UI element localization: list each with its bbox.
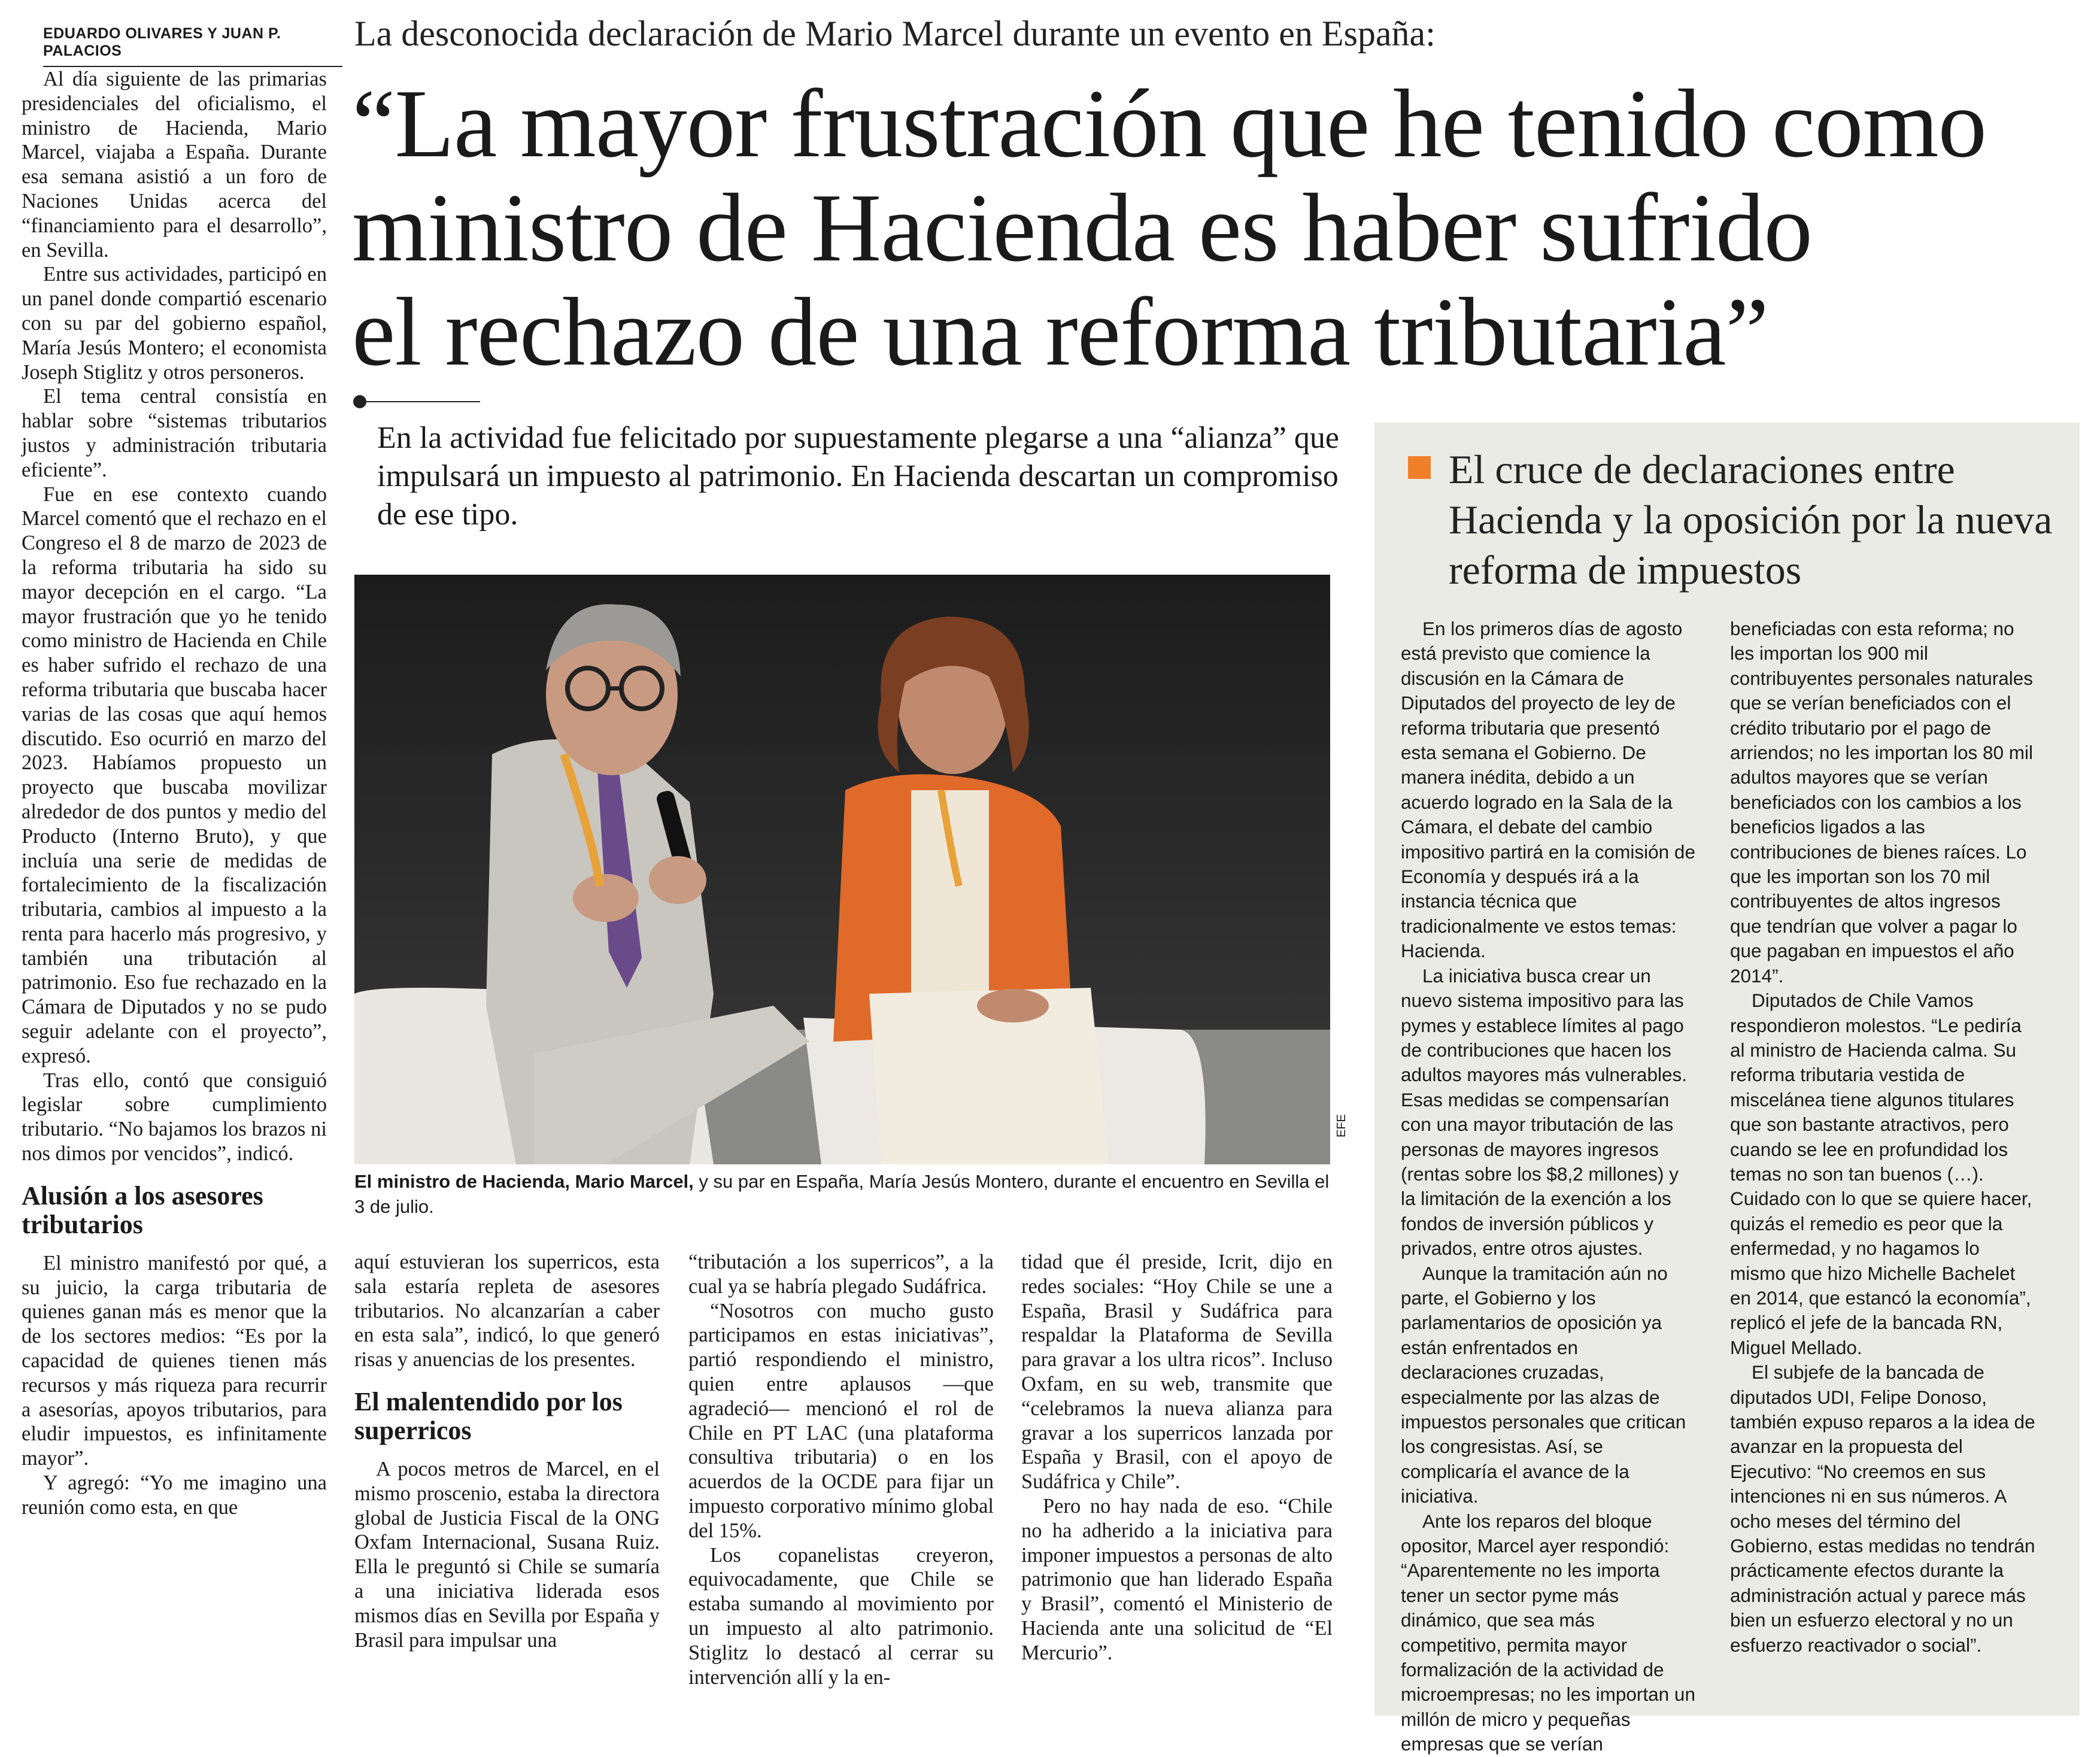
subhead: El malentendido por los superricos [354,1386,623,1445]
paragraph: “Nosotros con mucho gusto participamos en estas iniciativas”, partió respondiendo el ministro, quien entre aplausos —que agradeció— mencionó el rol de Chile en PT LAC (una plataforma consultiva tributaria) o en los acuerdos de la OCDE para fijar un impuesto corporativo mínimo global del 15%. [688,1299,994,1542]
deck: En la actividad fue felicitado por supuestamente plegarse a una “alianza” que impulsará un impuesto al patrimonio. En Hacienda descartan un compromiso de ese tipo. [377,421,1339,532]
photo-caption [354,1169,1342,1219]
photo-credit: EFE [1335,1114,1348,1137]
article-column-3 [688,1250,994,1689]
paragraph: Entre sus actividades, participó en un panel donde compartió escenario con su par del gobierno español, María Jesús Montero; el economista Joseph Stiglitz y otros personeros. [22,263,327,384]
kicker: La desconocida declaración de Mario Marcel durante un evento en España: [354,14,1436,53]
article-photo [354,575,1330,1164]
sidebar-title: El cruce de declaraciones entre Hacienda y la oposición por la nueva reforma de impuestos [1449,447,2053,593]
paragraph: Pero no hay nada de eso. “Chile no ha adherido a la iniciativa para imponer impuestos a personas de alto patrimonio que han liderado España y Brasil”, comentó el Ministerio de Hacienda ante una solicitud de “El Mercurio”. [1021,1494,1333,1664]
photo-illustration [354,575,1330,1164]
article-column-1 [22,67,327,1520]
sidebar-column-2 [1730,617,2035,1658]
paragraph: Los copanelistas creyeron, equivocadamente, que Chile se estaba sumando al movimiento por un impuesto al alto patrimonio. Stiglitz lo destacó al cerrar su intervención allí y la en- [688,1543,994,1689]
headline-line: ministro de Hacienda es haber sufrido [352,174,1812,282]
paragraph: aquí estuvieran los superricos, esta sala estaría repleta de asesores tributarios. No alcanzarían a caber en esta sala”, indicó, lo que generó risas y anuencias de los presentes. [354,1251,660,1371]
sidebar-marker-icon [1408,456,1431,479]
paragraph: El subjefe de la bancada de diputados UDI, Felipe Donoso, también expuso reparos a la idea de avanzar en la propuesta del Ejecutivo: “No creemos en sus intenciones ni en sus números. A ocho meses del término del Gobierno, estas medidas no tendrán prácticamente efectos durante la administración actual y parece más bien un esfuerzo electoral y no un esfuerzo reactivador o social”. [1730,1361,2035,1656]
subhead: Alusión a los asesores tributarios [22,1181,263,1239]
headline-line: el rechazo de una reforma tributaria” [352,278,1768,386]
deck-rule [366,401,480,402]
paragraph: “tributación a los superricos”, a la cual ya se habría plegado Sudáfrica. [688,1251,994,1298]
paragraph: El tema central consistía en hablar sobre “sistemas tributarios justos y administración tributaria eficiente”. [22,385,327,481]
paragraph: Diputados de Chile Vamos respondieron molestos. “Le pediría al ministro de Hacienda calma. Su reforma tributaria vestida de miscelánea tiene algunos titulares que son bastante atractivos, pero cuando se lee en profundidad los temas no son tan buenos (…). Cuidado con lo que se quiere hacer, quizás el remedio es peor que la enfermedad, y no hagamos lo mismo que hizo Michelle Bachelet en 2014, que estancó la economía”, replicó el jefe de la bancada RN, Miguel Mellado. [1730,990,2032,1358]
byline: EDUARDO OLIVARES Y JUAN P. PALACIOS [43,25,342,67]
sidebar-column-1 [1401,617,1698,1757]
article-column-4 [1021,1250,1333,1665]
paragraph: Ante los reparos del bloque opositor, Marcel ayer respondió: “Aparentemente no les importa tener un sector pyme más dinámico, que sea más competitivo, permita mayor formalización de la actividad de microempresas; no les importan un millón de micro y pequeñas empresas que se verían [1401,1510,1695,1755]
paragraph: Al día siguiente de las primarias presidenciales del oficialismo, el ministro de Hacienda, Mario Marcel, viajaba a España. Durante esa semana asistió a un foro de Naciones Unidas acerca del “financiamiento para el desarrollo”, en Sevilla. [22,68,327,262]
paragraph: Aunque la tramitación aún no parte, el Gobierno y los parlamentarios de oposición ya están enfrentados en declaraciones cruzadas, especialmente por las alzas de impuestos personales que critican los congresistas. Así, se complicaría el avance de la iniciativa. [1401,1262,1686,1507]
paragraph: tidad que él preside, Icrit, dijo en redes sociales: “Hoy Chile se une a España, Brasil y Sudáfrica para respaldar la Plataforma de Sevilla para gravar a los ultra ricos”. Incluso Oxfam, en su web, transmite que “celebramos la nueva alianza para gravar a los superricos lanzada por España y Brasil, con el apoyo de Sudáfrica y Chile”. [1021,1251,1333,1494]
paragraph: El ministro manifestó por qué, a su juicio, la carga tributaria de quienes ganan más es menor que la de los sectores medios: “Es por la capacidad de quienes tienen más recursos y más riqueza para recurrir a asesorías, apoyos tributarios, para eludir impuestos, es infinitamente mayor”. [22,1251,327,1470]
paragraph: A pocos metros de Marcel, en el mismo proscenio, estaba la directora global de Justicia Fiscal de la ONG Oxfam Internacional, Susana Ruiz. Ella le preguntó si Chile se sumaría a una iniciativa liderada esos mismos días en Sevilla por España y Brasil para impulsar una [354,1457,660,1652]
deck-bullet [353,395,366,408]
paragraph: beneficiadas con esta reforma; no les importan los 900 mil contribuyentes personales naturales que se verían beneficiados con el crédito tributario por el pago de arriendos; no les importan los 80 mil adultos mayores que se verían beneficiados con los cambios a los beneficios ligados a las contribuciones de bienes raíces. Lo que les importan son los 70 mil contribuyentes de altos ingresos que tendrían que volver a pagar lo que pagaban en impuestos el año 2014”. [1730,618,2034,987]
paragraph: Fue en ese contexto cuando Marcel comentó que el rechazo en el Congreso el 8 de marzo de 2023 de la reforma tributaria ha sido su mayor decepción en el cargo. “La mayor frustración que yo he tenido como ministro de Hacienda en Chile es haber sufrido el rechazo de una reforma tributaria que buscaba hacer varias de las cosas que aquí hemos discutido. Eso ocurrió en marzo del 2023. Habíamos propuesto un proyecto que buscaba movilizar alrededor de dos puntos y medio del Producto (Interno Bruto), y que incluía una serie de medidas de fortalecimiento de la fiscalización tributaria, cambios al impuesto a la renta para hacerlo más progresivo, y también una tributación al patrimonio. Eso fue rechazado en la Cámara de Diputados y no se pudo seguir adelante con el proyecto”, expresó. [22,483,327,1067]
article-column-2 [354,1250,660,1652]
caption-text: y su par en España, María Jesús Montero, durante el encuentro en Sevilla el 3 de julio. [354,1171,1330,1217]
caption-lead: El ministro de Hacienda, Mario Marcel, [354,1171,694,1192]
headline [352,72,2088,384]
paragraph: En los primeros días de agosto está previsto que comience la discusión en la Cámara de Diputados del proyecto de ley de reforma tributaria que presentó esta semana el Gobierno. De manera inédita, debido a un acuerdo logrado en la Sala de la Cámara, el debate del cambio impositivo partirá en la comisión de Economía y después irá a la instancia técnica que tradicionalmente ve estos temas: Hacienda. [1401,618,1695,962]
paragraph: Y agregó: “Yo me imagino una reunión como esta, en que [22,1471,327,1519]
paragraph: Tras ello, contó que consiguió legislar sobre cumplimiento tributario. “No bajamos los brazos ni nos dimos por vencidos”, indicó. [22,1069,327,1166]
headline-line: “La mayor frustración que he tenido como [352,70,1986,178]
paragraph: La iniciativa busca crear un nuevo sistema impositivo para las pymes y establece límites al pago de contribuciones que hacen los adultos mayores más vulnerables. Esas medidas se compensarían con una mayor tributación de las personas de mayores ingresos (rentas sobre los $8,2 millones) y la limitación de la exención a los fondos de inversión públicos y privados, entre otros ajustes. [1401,964,1687,1260]
